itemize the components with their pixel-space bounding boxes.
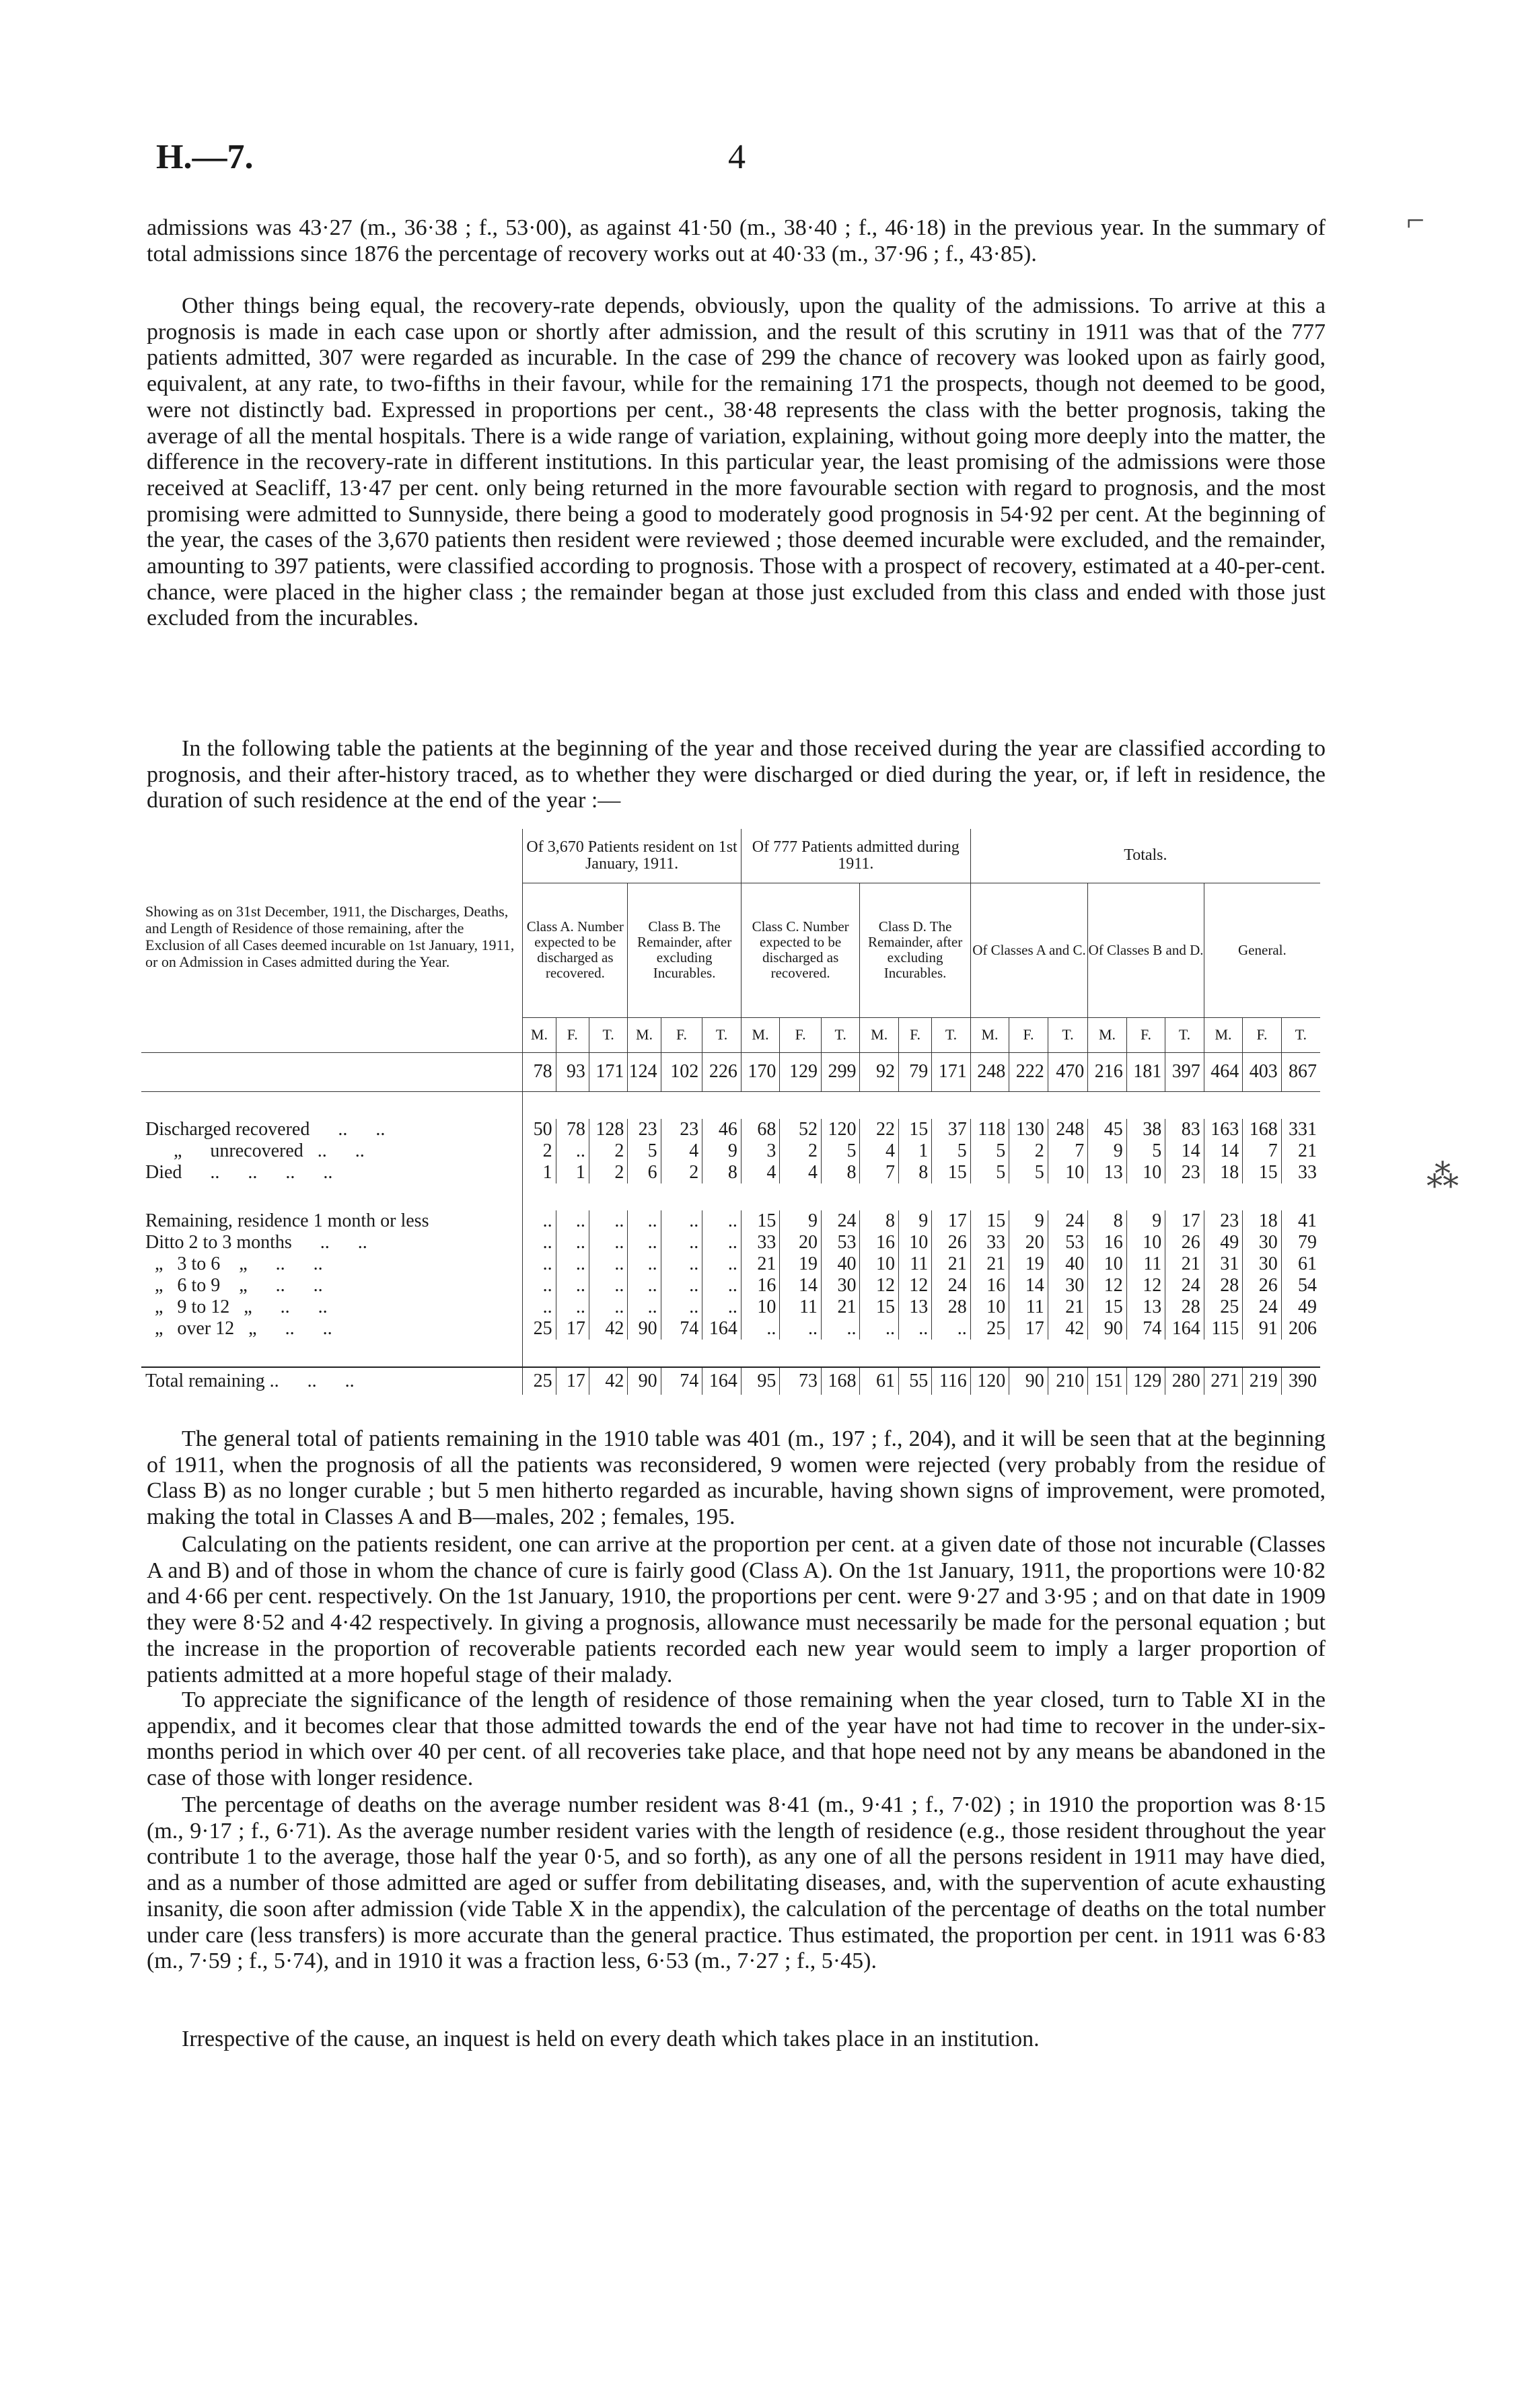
cell: 21 [821, 1297, 860, 1318]
cell: .. [661, 1275, 702, 1297]
cell: 24 [1165, 1275, 1204, 1297]
class-a-heading: Class A. Number expected to be discharged as recovered. [523, 883, 628, 1017]
cell: 53 [821, 1232, 860, 1253]
cell: 5 [628, 1140, 661, 1162]
table-row [141, 1318, 1320, 1340]
row-label: „ over 12 „ .. .. [145, 1317, 332, 1339]
cell: .. [661, 1232, 702, 1253]
cell: 248 [970, 1052, 1009, 1091]
cell: 464 [1204, 1052, 1243, 1091]
cell: .. [702, 1253, 742, 1275]
col-t: T. [589, 1017, 628, 1052]
cell: 120 [970, 1367, 1009, 1395]
cell: .. [523, 1297, 556, 1318]
cell: 78 [556, 1119, 589, 1140]
cell: .. [702, 1275, 742, 1297]
cell: .. [628, 1232, 661, 1253]
cell: 9 [702, 1140, 742, 1162]
col-t: T. [1048, 1017, 1088, 1052]
cell: 2 [523, 1140, 556, 1162]
col-f: F. [780, 1017, 822, 1052]
cell: 226 [702, 1052, 742, 1091]
cell: 46 [702, 1119, 742, 1140]
cell: .. [661, 1253, 702, 1275]
cell: 42 [589, 1367, 628, 1395]
prognosis-table [141, 829, 1320, 1395]
cell: 222 [1009, 1052, 1048, 1091]
cell: 10 [1048, 1162, 1088, 1183]
class-b-heading: Class B. The Remainder, after excluding Incurables. [628, 883, 741, 1017]
margin-mark: ⌐ [1406, 203, 1425, 238]
cell: 171 [589, 1052, 628, 1091]
cell: 50 [523, 1119, 556, 1140]
cell: 79 [898, 1052, 931, 1091]
table-row [141, 1140, 1320, 1162]
cell: 6 [628, 1162, 661, 1183]
cell: 14 [780, 1275, 822, 1297]
cell: 21 [741, 1253, 780, 1275]
cell: .. [821, 1318, 860, 1340]
col-m: M. [860, 1017, 899, 1052]
cell: 168 [821, 1367, 860, 1395]
cell: 331 [1281, 1119, 1320, 1140]
cell: 30 [821, 1275, 860, 1297]
col-t: T. [932, 1017, 971, 1052]
cell: 164 [1165, 1318, 1204, 1340]
cell: 22 [860, 1119, 899, 1140]
cell: 16 [1088, 1232, 1127, 1253]
paragraph-table-intro: In the following table the patients at the beginning of the year and those received during the year are classified according to prognosis, and their after-history traced, as to whether they were discharged or died during the year, or, if left in residence, the duration of such residence at the end of the year :— [147, 736, 1326, 813]
cell: 248 [1048, 1119, 1088, 1140]
cell: 26 [932, 1232, 971, 1253]
cell: 30 [1243, 1232, 1282, 1253]
cell: .. [523, 1232, 556, 1253]
cell: 129 [780, 1052, 822, 1091]
cell: 90 [628, 1367, 661, 1395]
cell: 8 [821, 1162, 860, 1183]
col-f: F. [556, 1017, 589, 1052]
cell: 74 [661, 1318, 702, 1340]
row-label: Discharged recovered .. .. [145, 1118, 386, 1140]
cell: 61 [1281, 1253, 1320, 1275]
cell: 16 [741, 1275, 780, 1297]
cell: 91 [1243, 1318, 1282, 1340]
cell: 7 [1048, 1140, 1088, 1162]
col-t: T. [1165, 1017, 1204, 1052]
class-d-heading: Class D. The Remainder, after excluding Incurables. [860, 883, 970, 1017]
cell: 129 [1126, 1367, 1165, 1395]
cell: 4 [780, 1162, 822, 1183]
cell: 83 [1165, 1119, 1204, 1140]
table-stub-heading: Showing as on 31st December, 1911, the Discharges, Deaths, and Length of Residence of those remaining, after the Exclusion of all Cases deemed incurable on 1st January, 1911, or on Admission in Cases admitted during the Year. [145, 903, 515, 970]
cell: 18 [1204, 1162, 1243, 1183]
cell: 26 [1165, 1232, 1204, 1253]
cell: 1 [898, 1140, 931, 1162]
cell: 40 [821, 1253, 860, 1275]
cell: 5 [1126, 1140, 1165, 1162]
cell: 12 [1126, 1275, 1165, 1297]
cell: 2 [589, 1162, 628, 1183]
cell: 216 [1088, 1052, 1127, 1091]
cell: 5 [970, 1162, 1009, 1183]
cell: 21 [1165, 1253, 1204, 1275]
cell: 74 [661, 1367, 702, 1395]
document-reference: H.—7. [156, 138, 254, 176]
cell: 42 [589, 1318, 628, 1340]
cell: 53 [1048, 1232, 1088, 1253]
cell: 24 [1243, 1297, 1282, 1318]
cell: 17 [1165, 1210, 1204, 1232]
paragraph-deaths: The percentage of deaths on the average number resident was 8·41 (m., 9·41 ; f., 7·02) ; in 1910 the proportion was 8·15 (m., 9·17 ; f., 6·71). As the average number resident varies with the length of residence (e.g., those resident throughout the year contribute 1 to the average, those half the year 0·5, and so forth), as any one of all the persons resident in 1911 may have died, and as a number of those admitted are aged or suffer from debilitating diseases, and, with the supervention of acute exhausting insanity, die soon after admission (vide Table X in the appendix), the calculation of the percentage of deaths on the total number under care (less transfers) is more accurate than the general practice. Thus estimated, the proportion per cent. in 1911 was 6·83 (m., 7·59 ; f., 5·74), and in 1910 it was a fraction less, 6·53 (m., 7·27 ; f., 5·45). [147, 1792, 1326, 1974]
cell: 19 [1009, 1253, 1048, 1275]
cell: 25 [523, 1367, 556, 1395]
cell: 10 [898, 1232, 931, 1253]
cell: .. [589, 1297, 628, 1318]
cell: 23 [1204, 1210, 1243, 1232]
cell: 13 [898, 1297, 931, 1318]
cell: 12 [898, 1275, 931, 1297]
row-label: „ 6 to 9 „ .. .. [145, 1274, 323, 1296]
table-row [141, 1162, 1320, 1183]
cell: 15 [1088, 1297, 1127, 1318]
cell: 102 [661, 1052, 702, 1091]
cell: 5 [821, 1140, 860, 1162]
cell: .. [702, 1210, 742, 1232]
cell: .. [661, 1297, 702, 1318]
cell: 11 [1126, 1253, 1165, 1275]
col-m: M. [1088, 1017, 1127, 1052]
col-f: F. [661, 1017, 702, 1052]
row-label: Remaining, residence 1 month or less [145, 1210, 429, 1231]
cell: 20 [1009, 1232, 1048, 1253]
cell: 21 [1281, 1140, 1320, 1162]
cell: 5 [970, 1140, 1009, 1162]
col-m: M. [1204, 1017, 1243, 1052]
classes-bd-heading: Of Classes B and D. [1088, 883, 1204, 1017]
cell: 4 [741, 1162, 780, 1183]
cell: 49 [1281, 1297, 1320, 1318]
col-f: F. [1243, 1017, 1282, 1052]
table-row [141, 1253, 1320, 1275]
cell: 206 [1281, 1318, 1320, 1340]
cell: 28 [1204, 1275, 1243, 1297]
cell: 219 [1243, 1367, 1282, 1395]
cell: 403 [1243, 1052, 1282, 1091]
col-m: M. [741, 1017, 780, 1052]
cell: .. [860, 1318, 899, 1340]
cell: 3 [741, 1140, 780, 1162]
cell: .. [556, 1210, 589, 1232]
cell: 17 [1009, 1318, 1048, 1340]
cell: 9 [898, 1210, 931, 1232]
group-totals-heading: Totals. [970, 829, 1320, 883]
cell: 118 [970, 1119, 1009, 1140]
cell: 79 [1281, 1232, 1320, 1253]
col-m: M. [970, 1017, 1009, 1052]
cell: 14 [1204, 1140, 1243, 1162]
cell: 168 [1243, 1119, 1282, 1140]
cell: 130 [1009, 1119, 1048, 1140]
cell: 15 [898, 1119, 931, 1140]
cell: 20 [780, 1232, 822, 1253]
cell: 16 [860, 1232, 899, 1253]
cell: 68 [741, 1119, 780, 1140]
cell: 33 [970, 1232, 1009, 1253]
cell: 19 [780, 1253, 822, 1275]
paragraph-general-total: The general total of patients remaining in the 1910 table was 401 (m., 197 ; f., 204), and it will be seen that at the beginning of 1911, when the prognosis of all the patients was reconsidered, 9 women were rejected (very probably from the residue of Class B) as no longer curable ; but 5 men hitherto regarded as incurable, having shown signs of improvement, were promoted, making the total in Classes A and B—males, 202 ; females, 195. [147, 1426, 1326, 1530]
table-row [141, 1275, 1320, 1297]
cell: 14 [1009, 1275, 1048, 1297]
cell: 210 [1048, 1367, 1088, 1395]
table-row [141, 1119, 1320, 1140]
cell: 21 [932, 1253, 971, 1275]
classes-ac-heading: Of Classes A and C. [970, 883, 1088, 1017]
cell: 24 [932, 1275, 971, 1297]
cell: 181 [1126, 1052, 1165, 1091]
cell: 30 [1243, 1253, 1282, 1275]
cell: 24 [1048, 1210, 1088, 1232]
cell: 45 [1088, 1119, 1127, 1140]
cell: 26 [1243, 1275, 1282, 1297]
cell: 16 [970, 1275, 1009, 1297]
cell: .. [523, 1210, 556, 1232]
cell: 61 [860, 1367, 899, 1395]
cell: 12 [1088, 1275, 1127, 1297]
cell: 5 [932, 1140, 971, 1162]
cell: 13 [1088, 1162, 1127, 1183]
cell: 24 [821, 1210, 860, 1232]
table-row [141, 1297, 1320, 1318]
cell: 171 [932, 1052, 971, 1091]
cell: .. [932, 1318, 971, 1340]
cell: 54 [1281, 1275, 1320, 1297]
cell: 25 [523, 1318, 556, 1340]
cell: 151 [1088, 1367, 1127, 1395]
cell: 18 [1243, 1210, 1282, 1232]
cell: 28 [1165, 1297, 1204, 1318]
cell: .. [780, 1318, 822, 1340]
cell: 33 [1281, 1162, 1320, 1183]
cell: 10 [741, 1297, 780, 1318]
cell: 17 [932, 1210, 971, 1232]
cell: .. [556, 1253, 589, 1275]
cell: 8 [702, 1162, 742, 1183]
cell: .. [628, 1210, 661, 1232]
col-m: M. [628, 1017, 661, 1052]
cell: .. [523, 1275, 556, 1297]
cell: 7 [1243, 1140, 1282, 1162]
cell: 10 [860, 1253, 899, 1275]
row-label: „ unrecovered .. .. [145, 1140, 365, 1161]
table-row-initial [141, 1052, 1320, 1091]
cell: 271 [1204, 1367, 1243, 1395]
cell: .. [589, 1253, 628, 1275]
cell: 397 [1165, 1052, 1204, 1091]
cell: 470 [1048, 1052, 1088, 1091]
cell: .. [628, 1275, 661, 1297]
cell: 17 [556, 1367, 589, 1395]
cell: 1 [523, 1162, 556, 1183]
cell: 9 [780, 1210, 822, 1232]
col-t: T. [702, 1017, 742, 1052]
cell: 124 [628, 1052, 661, 1091]
cell: 23 [661, 1119, 702, 1140]
cell: 128 [589, 1119, 628, 1140]
cell: 867 [1281, 1052, 1320, 1091]
cell: 25 [970, 1318, 1009, 1340]
cell: .. [741, 1318, 780, 1340]
paragraph-calculating: Calculating on the patients resident, one can arrive at the proportion per cent. at a given date of those not incurable (Classes A and B) and of those in whom the chance of cure is fairly good (Class A). On the 1st January, 1911, the proportions were 10·82 and 4·66 per cent. respectively. On the 1st January, 1910, the proportions per cent. were 9·27 and 3·95 ; and on that date in 1909 they were 8·52 and 4·42 respectively. In giving a prognosis, allowance must necessarily be made for the personal equation ; but the increase in the proportion of recoverable patients recorded each new year would seem to imply a larger proportion of patients admitted at a more hopeful stage of their malady. [147, 1532, 1326, 1687]
cell: 90 [1009, 1367, 1048, 1395]
cell: 92 [860, 1052, 899, 1091]
cell: 9 [1009, 1210, 1048, 1232]
cell: 55 [898, 1367, 931, 1395]
cell: 40 [1048, 1253, 1088, 1275]
cell: 90 [1088, 1318, 1127, 1340]
cell: 11 [1009, 1297, 1048, 1318]
cell: 5 [1009, 1162, 1048, 1183]
cell: 163 [1204, 1119, 1243, 1140]
cell: 164 [702, 1318, 742, 1340]
cell: 299 [821, 1052, 860, 1091]
cell: 78 [523, 1052, 556, 1091]
paragraph-significance: To appreciate the significance of the length of residence of those remaining when the year closed, turn to Table XI in the appendix, and it becomes clear that those admitted towards the end of the year have not had time to recover in the under-six-months period in which over 40 per cent. of all recoveries take place, and that hope need not by any means be abandoned in the case of those with longer residence. [147, 1687, 1326, 1791]
cell: 23 [628, 1119, 661, 1140]
paragraph-recovery-rate: Other things being equal, the recovery-rate depends, obviously, upon the quality of the admissions. To arrive at this a prognosis is made in each case upon or shortly after admission, and the result of this scrutiny in 1911 was that of the 777 patients admitted, 307 were regarded as incurable. In the case of 299 the chance of recovery was looked upon as fairly good, equivalent, at any rate, to two-fifths in their favour, while for the remaining 171 the prospects, though not deemed to be good, were not distinctly bad. Expressed in proportions per cent., 38·48 represents the class with the better prognosis, taking the average of all the mental hospitals. There is a wide range of variation, explaining, without going more deeply into the matter, the difference in the recovery-rate in different institutions. In this particular year, the least promising of the admissions were those received at Seacliff, 13·47 per cent. only being returned in the more favourable section with regard to prognosis, and the most promising were admitted to Sunnyside, there being a good to moderately good prognosis in 54·92 per cent. At the beginning of the year, the cases of the 3,670 patients then resident were reviewed ; those deemed incurable were excluded, and the remainder, amounting to 397 patients, were classified according to prognosis. Those with a prospect of recovery, estimated at a 40-per-cent. chance, were placed in the higher class ; the remainder began at those just excluded from this class and ended with those just excluded from the incurables. [147, 293, 1326, 631]
cell: 2 [661, 1162, 702, 1183]
cell: 33 [741, 1232, 780, 1253]
row-label: Died .. .. .. .. [145, 1161, 333, 1183]
cell: .. [589, 1275, 628, 1297]
col-f: F. [1126, 1017, 1165, 1052]
cell: 280 [1165, 1367, 1204, 1395]
table-row [141, 1232, 1320, 1253]
cell: 23 [1165, 1162, 1204, 1183]
cell: 9 [1126, 1210, 1165, 1232]
cell: 30 [1048, 1275, 1088, 1297]
cell: 25 [1204, 1297, 1243, 1318]
row-label: „ 3 to 6 „ .. .. [145, 1253, 323, 1274]
cell: 38 [1126, 1119, 1165, 1140]
cell: 2 [589, 1140, 628, 1162]
cell: 15 [1243, 1162, 1282, 1183]
cell: .. [628, 1297, 661, 1318]
cell: 8 [898, 1162, 931, 1183]
row-label: Ditto 2 to 3 months .. .. [145, 1231, 367, 1253]
cell: 17 [556, 1318, 589, 1340]
cell: .. [589, 1210, 628, 1232]
cell: 31 [1204, 1253, 1243, 1275]
cell: 90 [628, 1318, 661, 1340]
group-admitted-heading: Of 777 Patients admitted during 1911. [741, 829, 970, 883]
col-m: M. [523, 1017, 556, 1052]
cell: 164 [702, 1367, 742, 1395]
cell: 11 [780, 1297, 822, 1318]
cell: 10 [1126, 1232, 1165, 1253]
col-f: F. [1009, 1017, 1048, 1052]
cell: 14 [1165, 1140, 1204, 1162]
cell: 15 [932, 1162, 971, 1183]
cell: 2 [780, 1140, 822, 1162]
general-heading: General. [1204, 883, 1320, 1017]
cell: 12 [860, 1275, 899, 1297]
cell: 21 [970, 1253, 1009, 1275]
cell: 170 [741, 1052, 780, 1091]
table-row [141, 1367, 1320, 1395]
group-resident-heading: Of 3,670 Patients resident on 1st January, 1911. [523, 829, 742, 883]
cell: 4 [860, 1140, 899, 1162]
cell: .. [556, 1297, 589, 1318]
cell: 9 [1088, 1140, 1127, 1162]
cell: .. [589, 1232, 628, 1253]
cell: 13 [1126, 1297, 1165, 1318]
col-f: F. [898, 1017, 931, 1052]
cell: 21 [1048, 1297, 1088, 1318]
cell: 95 [741, 1367, 780, 1395]
cell: 10 [1088, 1253, 1127, 1275]
cell: .. [702, 1232, 742, 1253]
cell: 52 [780, 1119, 822, 1140]
margin-mark: ⁂ [1426, 1159, 1459, 1194]
cell: 8 [860, 1210, 899, 1232]
table-row [141, 1210, 1320, 1232]
row-label: Total remaining .. .. .. [141, 1367, 523, 1395]
cell: .. [523, 1253, 556, 1275]
cell: 390 [1281, 1367, 1320, 1395]
cell: 7 [860, 1162, 899, 1183]
cell: 120 [821, 1119, 860, 1140]
cell: 37 [932, 1119, 971, 1140]
cell: 42 [1048, 1318, 1088, 1340]
col-t: T. [1281, 1017, 1320, 1052]
cell: .. [556, 1232, 589, 1253]
col-t: T. [821, 1017, 860, 1052]
cell: 10 [1126, 1162, 1165, 1183]
cell: 4 [661, 1140, 702, 1162]
cell: 1 [556, 1162, 589, 1183]
cell: 11 [898, 1253, 931, 1275]
cell: 2 [1009, 1140, 1048, 1162]
row-label: „ 9 to 12 „ .. .. [145, 1296, 328, 1317]
cell: 93 [556, 1052, 589, 1091]
cell: 115 [1204, 1318, 1243, 1340]
cell: 116 [932, 1367, 971, 1395]
cell: 74 [1126, 1318, 1165, 1340]
cell: 15 [970, 1210, 1009, 1232]
cell: .. [661, 1210, 702, 1232]
cell: 8 [1088, 1210, 1127, 1232]
cell: .. [628, 1253, 661, 1275]
cell: .. [556, 1140, 589, 1162]
cell: .. [556, 1275, 589, 1297]
cell: 15 [741, 1210, 780, 1232]
cell: 28 [932, 1297, 971, 1318]
cell: 41 [1281, 1210, 1320, 1232]
cell: 49 [1204, 1232, 1243, 1253]
class-c-heading: Class C. Number expected to be discharged as recovered. [741, 883, 860, 1017]
cell: .. [702, 1297, 742, 1318]
paragraph-inquest: Irrespective of the cause, an inquest is held on every death which takes place in an institution. [182, 2027, 1040, 2051]
cell: 15 [860, 1297, 899, 1318]
cell: .. [898, 1318, 931, 1340]
cell: 10 [970, 1297, 1009, 1318]
page-number: 4 [728, 138, 746, 176]
cell: 73 [780, 1367, 822, 1395]
paragraph-admissions: admissions was 43·27 (m., 36·38 ; f., 53·00), as against 41·50 (m., 38·40 ; f., 46·18) in the previous year. In the summary of total admissions since 1876 the percentage of recovery works out at 40·33 (m., 37·96 ; f., 43·85). [147, 215, 1326, 266]
